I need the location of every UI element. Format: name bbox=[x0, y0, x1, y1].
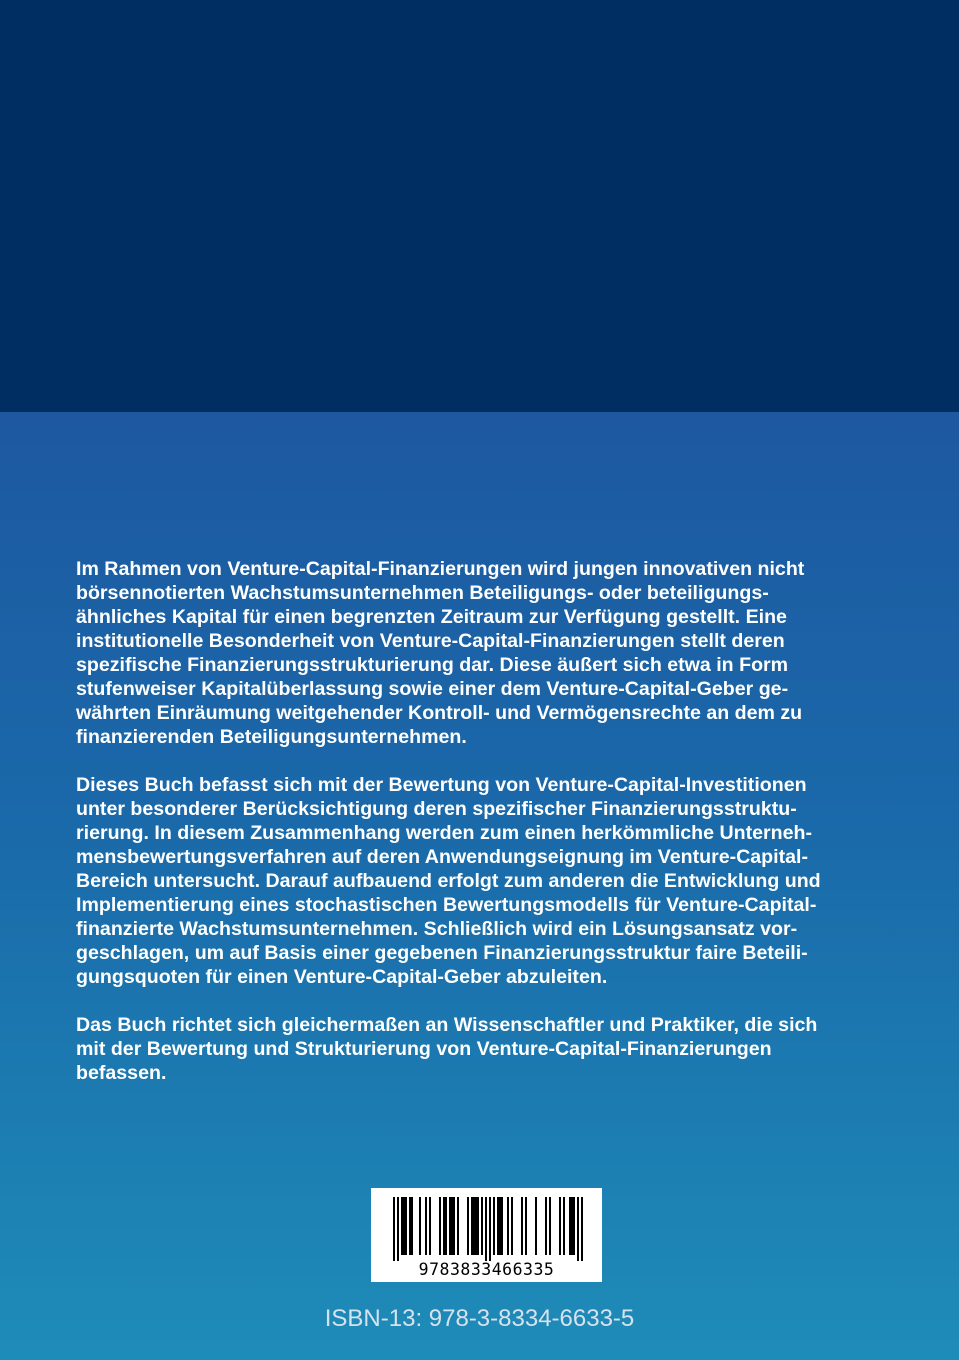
barcode-bar bbox=[393, 1197, 395, 1261]
blurb-line: finanzierenden Beteiligungsunternehmen. bbox=[76, 726, 467, 748]
blurb-line: mit der Bewertung und Strukturierung von Venture-Capital-Finanzierungen bbox=[76, 1038, 772, 1060]
blurb-paragraph-1 bbox=[76, 557, 888, 749]
blurb-line: Das Buch richtet sich gleichermaßen an Wissenschaftler und Praktiker, die sich bbox=[76, 1014, 818, 1036]
blurb-line: Im Rahmen von Venture-Capital-Finanzierungen wird jungen innovativen nicht bbox=[76, 558, 805, 580]
barcode-bar bbox=[477, 1197, 479, 1255]
barcode-bar bbox=[571, 1197, 573, 1255]
barcode-bar bbox=[501, 1197, 503, 1255]
blurb-line: rierung. In diesem Zusammenhang werden zum einen herkömmliche Unterneh- bbox=[76, 822, 813, 844]
barcode-bar bbox=[451, 1197, 453, 1255]
barcode-bar bbox=[457, 1197, 459, 1255]
barcode-bar bbox=[411, 1197, 413, 1255]
barcode-bar bbox=[499, 1197, 501, 1255]
blurb-paragraph-2 bbox=[76, 773, 888, 989]
barcode bbox=[371, 1188, 602, 1282]
barcode-bar bbox=[425, 1197, 427, 1255]
barcode-bar bbox=[445, 1197, 447, 1255]
blurb-line: Dieses Buch befasst sich mit der Bewertung von Venture-Capital-Investitionen bbox=[76, 774, 807, 796]
blurb-line: gungsquoten für einen Venture-Capital-Geber abzuleiten. bbox=[76, 966, 608, 988]
barcode-bar bbox=[449, 1197, 451, 1255]
blurb-line: institutionelle Besonderheit von Venture-Capital-Finanzierungen stellt deren bbox=[76, 630, 785, 652]
blurb-line: währten Einräumung weitgehender Kontroll- und Vermögensrechte an dem zu bbox=[76, 702, 803, 724]
blurb-line: mensbewertungsverfahren auf deren Anwendungseignung im Venture-Capital- bbox=[76, 846, 808, 868]
barcode-bar bbox=[493, 1197, 495, 1255]
barcode-bar bbox=[403, 1197, 405, 1255]
blurb-line: unter besonderer Berücksichtigung deren spezifischer Finanzierungsstruktu- bbox=[76, 798, 797, 820]
barcode-bar bbox=[577, 1197, 579, 1261]
barcode-bar bbox=[563, 1197, 565, 1255]
barcode-bar bbox=[439, 1197, 441, 1255]
back-cover-blurb bbox=[76, 557, 888, 1109]
barcode-bar bbox=[511, 1197, 513, 1255]
barcode-bar bbox=[453, 1197, 455, 1255]
barcode-bar bbox=[401, 1197, 403, 1255]
blurb-line: befassen. bbox=[76, 1062, 167, 1084]
barcode-bar bbox=[559, 1197, 561, 1255]
barcode-bar bbox=[405, 1197, 407, 1255]
barcode-bar bbox=[581, 1197, 583, 1261]
blurb-paragraph-3 bbox=[76, 1013, 888, 1085]
barcode-bar bbox=[507, 1197, 509, 1255]
barcode-bar bbox=[467, 1197, 469, 1255]
blurb-line: Implementierung eines stochastischen Bewertungsmodells für Venture-Capital- bbox=[76, 894, 817, 916]
blurb-line: spezifische Finanzierungsstrukturierung dar. Diese äußert sich etwa in Form bbox=[76, 654, 789, 676]
barcode-bar bbox=[497, 1197, 499, 1255]
blurb-line: geschlagen, um auf Basis einer gegebenen Finanzierungsstruktur faire Beteili- bbox=[76, 942, 808, 964]
top-color-band bbox=[0, 0, 959, 412]
barcode-digits: 9783833466335 bbox=[418, 1260, 555, 1279]
blurb-line: ähnliches Kapital für einen begrenzten Zeitraum zur Verfügung gestellt. Eine bbox=[76, 606, 787, 628]
blurb-line: finanzierte Wachstumsunternehmen. Schließlich wird ein Lösungsansatz vor- bbox=[76, 918, 798, 940]
barcode-bar bbox=[535, 1197, 537, 1255]
barcode-bar bbox=[419, 1197, 421, 1255]
barcode-bar bbox=[549, 1197, 551, 1255]
barcode-bar bbox=[569, 1197, 571, 1255]
barcode-bar bbox=[481, 1197, 483, 1255]
blurb-line: Bereich untersucht. Darauf aufbauend erfolgt zum anderen die Entwicklung und bbox=[76, 870, 821, 892]
barcode-bar bbox=[473, 1197, 475, 1255]
barcode-bar bbox=[409, 1197, 411, 1255]
barcode-bar bbox=[471, 1197, 473, 1255]
barcode-bar bbox=[397, 1197, 399, 1261]
isbn-label: ISBN-13: 978-3-8334-6633-5 bbox=[324, 1305, 635, 1332]
barcode-bar bbox=[429, 1197, 431, 1255]
blurb-line: börsennotierten Wachstumsunternehmen Beteiligungs- oder beteiligungs- bbox=[76, 582, 769, 604]
barcode-bar bbox=[525, 1197, 527, 1255]
barcode-bar bbox=[443, 1197, 445, 1255]
barcode-bar bbox=[521, 1197, 523, 1255]
blurb-line: stufenweiser Kapitalüberlassung sowie einer dem Venture-Capital-Geber ge- bbox=[76, 678, 789, 700]
barcode-bar bbox=[489, 1197, 491, 1261]
barcode-bar bbox=[475, 1197, 477, 1255]
barcode-bar bbox=[485, 1197, 487, 1261]
barcode-bar bbox=[545, 1197, 547, 1255]
barcode-bar bbox=[573, 1197, 575, 1255]
